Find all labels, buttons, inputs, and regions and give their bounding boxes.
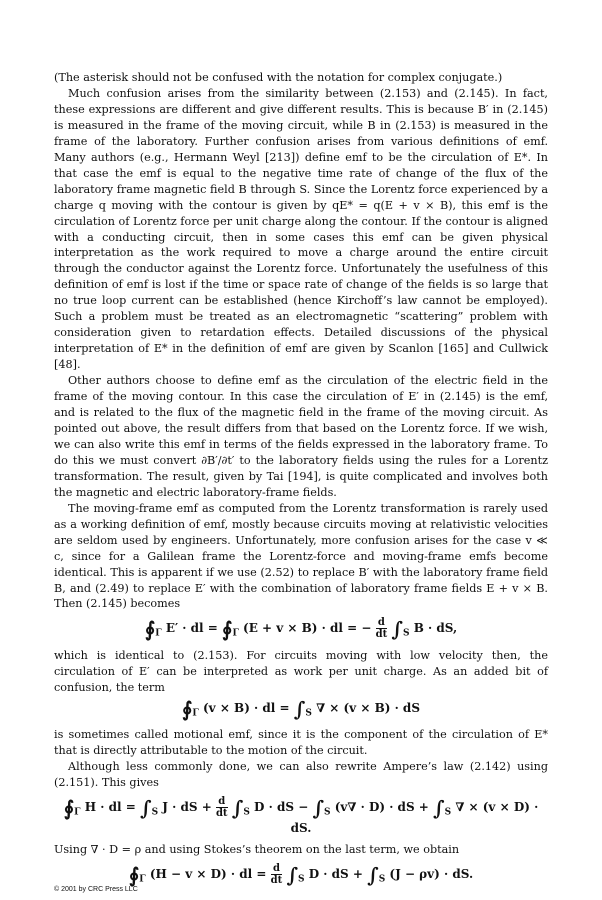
paragraph-6: Although less commonly done, we can also rewrite Ampere’s law (2.142) using (2.151). This gives: [54, 759, 548, 789]
equation-motional-emf: $∮_\Gamma$ (v × B) · dl = $\int_S$ ∇ × (v × B) · dS: [182, 696, 420, 721]
time-derivative-fraction: $\frac{d}{dt}$: [375, 617, 388, 641]
paragraph-1: Much confusion arises from the similarity between (2.153) and (2.145). In fact, these expressions are different and give different results. This is because B′ in (2.145) is measured in the frame of the moving circuit, while B in (2.153) is measured in the frame of the laboratory. Further confusion arises from various definitions of emf. Many authors (e.g., Hermann Weyl [213]) define emf to be the circulation of E*. In that case the emf is equal to the negative time rate of change of the flux of the laboratory frame magnetic field B through S. Since the Lorentz force experienced by a charge q moving with the contour is given by qE* = q(E + v × B), this emf is the circulation of Lorentz force per unit charge along the contour. If the contour is aligned with a conducting circuit, then in some cases this emf can be given physical interpretation as the work required to move a charge around the entire circuit through the conductor against the Lorentz force. Unfortunately the usefulness of this definition of emf is lost if the time or space rate of change of the fields is so large that no true loop current can be established (hence Kirchoff’s law cannot be employed). Such a problem must be treated as an electromagnetic “scattering” problem with consideration given to retardation effects. Detailed discussions of the physical interpretation of E* in the definition of emf are given by Scanlon [165] and Cullwick [48].: [54, 86, 548, 372]
paragraph-0: (The asterisk should not be confused with the notation for complex conjugate.): [54, 71, 503, 84]
equation-ampere-stokes: $∮_\Gamma$ (H − v × D) · dl = $\frac{d}{dt}$ $\int_S$ D · dS + $\int_S$ (J − ρv) · dS.: [128, 863, 474, 888]
paragraph-2: Other authors choose to define emf as the circulation of the electric field in the frame of the moving contour. In this case the circulation of E′ in (2.145) is the emf, and is related to the flux of the magnetic field in the frame of the moving circuit. As pointed out above, the result differs from that based on the Lorentz force. If we wish, we can also write this emf in terms of the fields expressed in the laboratory frame. To do this we must convert ∂B′/∂t′ to the laboratory fields using the rules for a Lorentz transformation. The result, given by Tai [194], is quite complicated and involves both the magnetic and electric laboratory-frame fields.: [54, 374, 548, 499]
page-body: [54, 70, 548, 893]
paragraph-3: The moving-frame emf as computed from the Lorentz transformation is rarely used as a working definition of emf, mostly because circuits moving at relativistic velocities are seldom used by engineers. Unfortunately, more confusion arises for the case v ≪ c, since for a Galilean frame the Lorentz-force and moving-frame emfs become identical. This is apparent if we use (2.52) to replace B′ with the laboratory frame field B, and (2.49) to replace E′ with the combination of laboratory frame fields E + v × B. Then (2.145) becomes: [54, 501, 548, 611]
paragraph-5: is sometimes called motional emf, since it is the component of the circulation of E* that is directly attributable to the motion of the circuit.: [54, 727, 548, 757]
copyright-footer: © 2001 by CRC Press LLC: [54, 886, 138, 893]
equation-moving-frame-emf: $∮_\Gamma$ E′ · dl = $∮_\Gamma$ (E + v × B) · dl = − $\frac{d}{dt}$ $\int_S$ B · dS,: [144, 617, 458, 642]
paragraph-4: which is identical to (2.153). For circuits moving with low velocity then, the circulation of E′ can be interpreted as work per unit charge. As an added bit of confusion, the term: [54, 648, 548, 694]
equation-amperes-law-moving: $∮_\Gamma$ H · dl = $\int_S$ J · dS + $\frac{d}{dt}$ $\int_S$ D · dS − $\int_S$ (v∇ · D) · dS + $\int_S$ ∇ × (v × D) · dS.: [63, 795, 539, 836]
paragraph-7: Using ∇ · D = ρ and using Stokes’s theorem on the last term, we obtain: [54, 843, 460, 857]
